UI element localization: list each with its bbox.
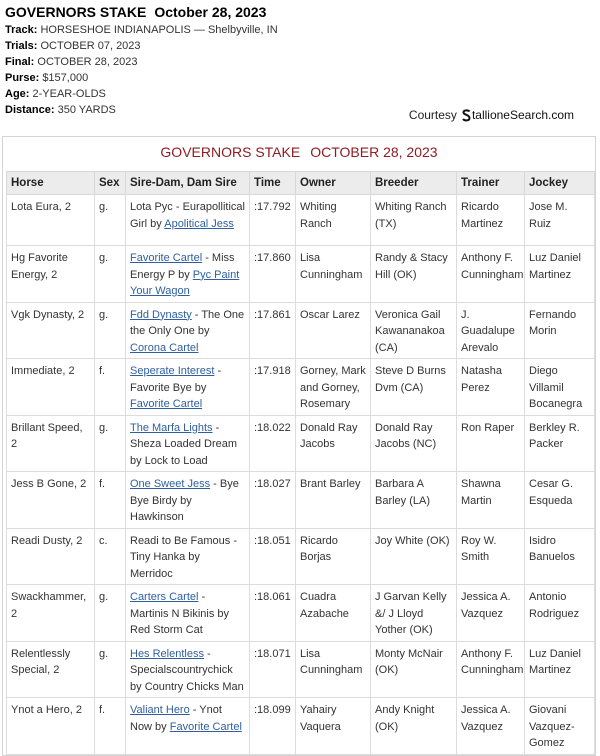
pedigree-cell <box>126 359 250 416</box>
sire-name: Lota Pyc <box>130 201 173 213</box>
horse-cell: Vgk Dynasty, 2 <box>7 302 95 359</box>
table-row <box>7 359 595 416</box>
sex-cell: f. <box>95 698 126 755</box>
owner-cell: Lisa Cunningham <box>296 246 371 303</box>
trainer-cell: Shawna Martin <box>457 472 525 529</box>
sex-cell: f. <box>95 472 126 529</box>
breeder-cell: Monty McNair (OK) <box>371 641 457 698</box>
table-row <box>7 528 595 585</box>
final-value: OCTOBER 28, 2023 <box>37 56 138 68</box>
dam-text: - Bye Bye Birdy by <box>130 478 239 507</box>
breeder-cell: Barbara A Barley (LA) <box>371 472 457 529</box>
trials-line: Trials: OCTOBER 07, 2023 <box>5 40 141 52</box>
sire-link[interactable]: One Sweet Jess <box>130 478 211 490</box>
breeder-cell: Veronica Gail Kawananakoa (CA) <box>371 302 457 359</box>
trainer-cell: Roy W. Smith <box>457 528 525 585</box>
horse-cell: Ynot a Hero, 2 <box>7 698 95 755</box>
col-header-sex: Sex <box>95 172 126 195</box>
trainer-cell: Ricardo Martinez <box>457 195 525 246</box>
dam-text: - Favorite Bye by <box>130 365 222 394</box>
sire-link[interactable]: Favorite Cartel <box>130 252 203 264</box>
dam-text: - Miss Energy P by <box>130 252 235 281</box>
sex-cell: g. <box>95 246 126 303</box>
horse-cell: Hg Favorite Energy, 2 <box>7 246 95 303</box>
col-header-jockey: Jockey <box>525 172 595 195</box>
purse-line: Purse: $157,000 <box>5 72 89 84</box>
time-cell: :18.071 <box>250 641 296 698</box>
jockey-cell: Diego Villamil Bocanegra <box>525 359 595 416</box>
results-table <box>6 171 595 755</box>
courtesy-credit <box>409 108 574 122</box>
sire-link[interactable]: Fdd Dynasty <box>130 308 192 321</box>
breeder-cell: Donald Ray Jacobs (NC) <box>371 415 457 472</box>
page-title <box>5 3 595 22</box>
dam-text: - Martinis N Bikinis by <box>130 591 230 620</box>
table-row <box>7 641 595 698</box>
dam-text: - Tiny Hanka by <box>130 534 238 563</box>
time-cell: :17.792 <box>250 195 296 246</box>
pedigree-cell <box>126 472 250 529</box>
dam-text: - Specialscountrychick by <box>130 647 233 693</box>
breeder-cell: Andy Knight (OK) <box>371 698 457 755</box>
dam-sire-name: Country Chicks Man <box>144 680 244 693</box>
table-row <box>7 698 595 755</box>
pedigree-cell <box>126 415 250 472</box>
jockey-cell: Antonio Rodriguez <box>525 585 595 642</box>
col-header-owner: Owner <box>296 172 371 195</box>
breeder-cell: Whiting Ranch (TX) <box>371 195 457 246</box>
dam-text: - Ynot Now by <box>130 704 222 733</box>
breeder-cell: J Garvan Kelly &/ J Lloyd Yother (OK) <box>371 585 457 642</box>
dam-text: - Eurapollitical Girl by <box>130 201 245 230</box>
table-row <box>7 472 595 529</box>
table-row <box>7 195 595 246</box>
breeder-cell: Joy White (OK) <box>371 528 457 585</box>
pedigree-cell <box>126 528 250 585</box>
horse-cell: Jess B Gone, 2 <box>7 472 95 529</box>
col-header-breeder: Breeder <box>371 172 457 195</box>
jockey-cell: Isidro Banuelos <box>525 528 595 585</box>
trainer-cell: Jessica A. Vazquez <box>457 585 525 642</box>
track-line: Track: HORSESHOE INDIANAPOLIS — Shelbyville, IN <box>5 24 278 36</box>
age-value: 2-YEAR-OLDS <box>32 88 106 100</box>
sire-link[interactable]: Seperate Interest <box>130 365 215 377</box>
results-panel <box>2 136 596 756</box>
sex-cell: g. <box>95 641 126 698</box>
trainer-cell: Anthony F. Cunningham <box>457 641 525 698</box>
final-line: Final: OCTOBER 28, 2023 <box>5 56 138 68</box>
col-header-horse: Horse <box>7 172 95 195</box>
time-cell: :17.861 <box>250 302 296 359</box>
table-row <box>7 585 595 642</box>
sire-link[interactable]: The Marfa Lights <box>130 421 213 434</box>
jockey-cell: Cesar G. Esqueda <box>525 472 595 529</box>
age-line: Age: 2-YEAR-OLDS <box>5 88 106 100</box>
sex-cell: g. <box>95 415 126 472</box>
pedigree-cell <box>126 698 250 755</box>
race-info <box>5 3 595 118</box>
trainer-cell: Ron Raper <box>457 415 525 472</box>
jockey-cell: Luz Daniel Martinez <box>525 641 595 698</box>
horse-cell: Immediate, 2 <box>7 359 95 416</box>
breeder-cell: Steve D Burns Dvm (CA) <box>371 359 457 416</box>
owner-cell: Brant Barley <box>296 472 371 529</box>
horse-cell: Readi Dusty, 2 <box>7 528 95 585</box>
distance-value: 350 YARDS <box>57 104 116 116</box>
sire-link[interactable]: Hes Relentless <box>130 647 204 660</box>
horse-cell: Swackhammer, 2 <box>7 585 95 642</box>
horse-cell: Brillant Speed, 2 <box>7 415 95 472</box>
time-cell: :18.022 <box>250 415 296 472</box>
jockey-cell: Jose M. Ruiz <box>525 195 595 246</box>
owner-cell: Lisa Cunningham <box>296 641 371 698</box>
stallionesearch-logo[interactable] <box>462 108 574 122</box>
sex-cell: g. <box>95 195 126 246</box>
purse-value: $157,000 <box>42 72 89 84</box>
col-header-sire-dam: Sire-Dam, Dam Sire <box>126 172 250 195</box>
sex-cell: f. <box>95 359 126 416</box>
dam-sire-link[interactable]: Favorite Cartel <box>130 398 203 410</box>
breeder-cell: Randy & Stacy Hill (OK) <box>371 246 457 303</box>
results-caption: GOVERNORS STAKE OCTOBER 28, 2023 <box>160 144 438 160</box>
track-value: HORSESHOE INDIANAPOLIS — Shelbyville, IN <box>40 24 278 36</box>
dam-sire-name: Red Storm Cat <box>130 624 203 636</box>
owner-cell: Yahairy Vaquera <box>296 698 371 755</box>
sire-link[interactable]: Valiant Hero <box>130 704 190 716</box>
horse-cell: Lota Eura, 2 <box>7 195 95 246</box>
dam-sire-link[interactable]: Corona Cartel <box>130 341 199 354</box>
owner-cell: Gorney, Mark and Gorney, Rosemary <box>296 359 371 416</box>
owner-cell: Whiting Ranch <box>296 195 371 246</box>
dam-sire-link[interactable]: Favorite Cartel <box>169 720 242 733</box>
owner-cell: Ricardo Borjas <box>296 528 371 585</box>
col-header-trainer: Trainer <box>457 172 525 195</box>
horse-cell: Relentlessly Special, 2 <box>7 641 95 698</box>
jockey-cell: Fernando Morin <box>525 302 595 359</box>
owner-cell: Donald Ray Jacobs <box>296 415 371 472</box>
dam-text: - Sheza Loaded Dream by <box>130 421 238 467</box>
sex-cell: g. <box>95 585 126 642</box>
courtesy-label: Courtesy <box>408 108 457 122</box>
dam-sire-name: Lock to Load <box>144 454 208 467</box>
time-cell: :18.051 <box>250 528 296 585</box>
dam-sire-name: Merridoc <box>130 567 173 580</box>
stallion-s-icon <box>462 109 471 122</box>
brand-name: tallioneSearch.com <box>471 108 574 122</box>
sex-cell: g. <box>95 302 126 359</box>
jockey-cell: Giovani Vazquez-Gomez <box>525 698 595 755</box>
time-cell: :18.099 <box>250 698 296 755</box>
dam-text: - The One the Only One by <box>130 308 245 337</box>
owner-cell: Cuadra Azabache <box>296 585 371 642</box>
time-cell: :17.860 <box>250 246 296 303</box>
trials-value: OCTOBER 07, 2023 <box>40 40 141 52</box>
table-row <box>7 246 595 303</box>
sex-cell: c. <box>95 528 126 585</box>
pedigree-cell <box>126 195 250 246</box>
race-title: GOVERNORS STAKE <box>5 4 147 20</box>
dam-sire-link[interactable]: Pyc Paint Your Wagon <box>130 268 240 297</box>
time-cell: :18.061 <box>250 585 296 642</box>
trainer-cell: J. Guadalupe Arevalo <box>457 302 525 359</box>
pedigree-cell <box>126 641 250 698</box>
sire-name: Readi to Be Famous <box>130 534 231 547</box>
dam-sire-name: Hawkinson <box>130 511 184 523</box>
trainer-cell: Jessica A. Vazquez <box>457 698 525 755</box>
trainer-cell: Anthony F. Cunningham <box>457 246 525 303</box>
dam-sire-link[interactable]: Apolitical Jess <box>164 217 234 230</box>
trainer-cell: Natasha Perez <box>457 359 525 416</box>
col-header-time: Time <box>250 172 296 195</box>
table-row <box>7 415 595 472</box>
table-header-row <box>7 172 595 195</box>
jockey-cell: Luz Daniel Martinez <box>525 246 595 303</box>
jockey-cell: Berkley R. Packer <box>525 415 595 472</box>
race-date: October 28, 2023 <box>154 4 267 20</box>
pedigree-cell <box>126 246 250 303</box>
table-row <box>7 302 595 359</box>
owner-cell: Oscar Larez <box>296 302 371 359</box>
time-cell: :17.918 <box>250 359 296 416</box>
pedigree-cell <box>126 302 250 359</box>
pedigree-cell <box>126 585 250 642</box>
distance-line: Distance: 350 YARDS <box>5 104 116 116</box>
time-cell: :18.027 <box>250 472 296 529</box>
sire-link[interactable]: Carters Cartel <box>130 591 199 603</box>
